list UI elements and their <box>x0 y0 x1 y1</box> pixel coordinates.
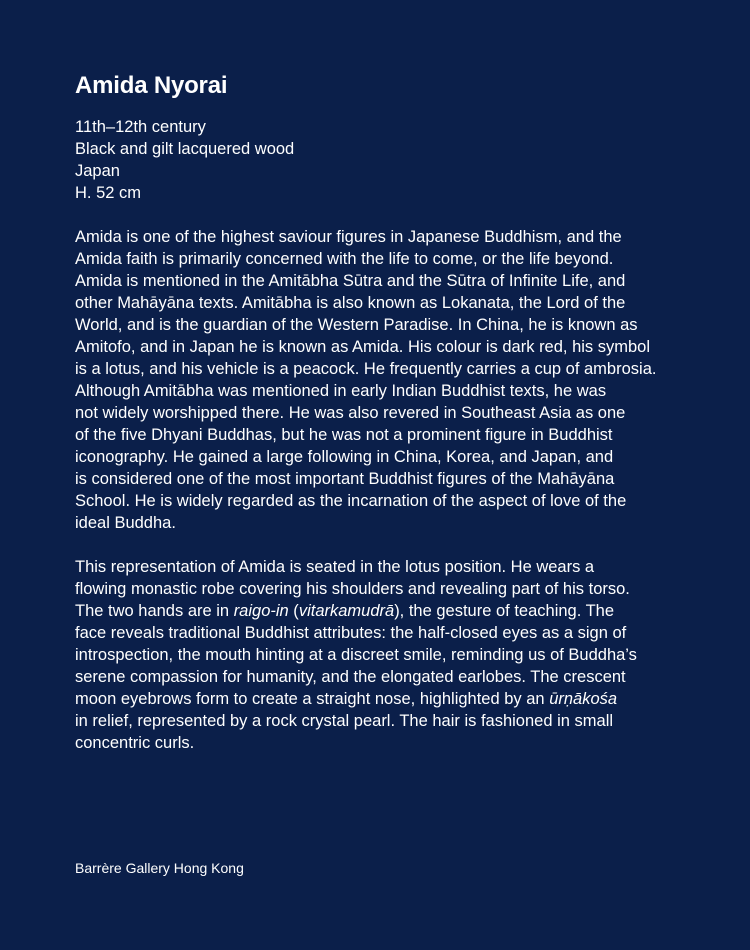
text-line: introspection, the mouth hinting at a discreet smile, reminding us of Buddha’s <box>75 646 637 664</box>
meta-dimensions: H. 52 cm <box>75 184 142 202</box>
text-line: This representation of Amida is seated in the lotus position. He wears a <box>75 558 595 576</box>
italic-term: ūrṇākośa <box>549 690 618 708</box>
gallery-credit: Barrère Gallery Hong Kong <box>75 860 244 876</box>
text-fragment: ( <box>288 602 299 620</box>
artwork-metadata <box>75 116 294 204</box>
text-line: ideal Buddha. <box>75 514 176 532</box>
text-line: concentric curls. <box>75 734 195 752</box>
text-line: School. He is widely regarded as the incarnation of the aspect of love of the <box>75 492 627 510</box>
text-line: serene compassion for humanity, and the elongated earlobes. The crescent <box>75 668 626 686</box>
text-line: flowing monastic robe covering his shoulders and revealing part of his torso. <box>75 580 630 598</box>
meta-origin: Japan <box>75 162 120 180</box>
description-paragraph-1 <box>75 226 695 534</box>
text-line: Amitofo, and in Japan he is known as Amida. His colour is dark red, his symbol <box>75 338 651 356</box>
text-line: World, and is the guardian of the Western Paradise. In China, he is known as <box>75 316 638 334</box>
text-line: Amida is mentioned in the Amitābha Sūtra and the Sūtra of Infinite Life, and <box>75 272 626 290</box>
text-line <box>75 600 695 622</box>
text-line: is considered one of the most important Buddhist figures of the Mahāyāna <box>75 470 615 488</box>
text-line: other Mahāyāna texts. Amitābha is also known as Lokanata, the Lord of the <box>75 294 626 312</box>
description-paragraph-2 <box>75 556 695 754</box>
page-title: Amida Nyorai <box>75 72 228 99</box>
italic-term: vitarkamudrā <box>298 602 395 620</box>
text-line: face reveals traditional Buddhist attributes: the half-closed eyes as a sign of <box>75 624 627 642</box>
text-line: is a lotus, and his vehicle is a peacock. He frequently carries a cup of ambrosia. <box>75 360 657 378</box>
text-fragment: The two hands are in <box>75 602 234 620</box>
text-line: not widely worshipped there. He was also revered in Southeast Asia as one <box>75 404 626 422</box>
text-line: Although Amitābha was mentioned in early Indian Buddhist texts, he was <box>75 382 607 400</box>
meta-date: 11th–12th century <box>75 118 206 136</box>
text-line: Amida faith is primarily concerned with the life to come, or the life beyond. <box>75 250 614 268</box>
text-line <box>75 688 695 710</box>
text-line: in relief, represented by a rock crystal pearl. The hair is fashioned in small <box>75 712 614 730</box>
text-line: iconography. He gained a large following in China, Korea, and Japan, and <box>75 448 614 466</box>
italic-term: raigo-in <box>233 602 289 620</box>
meta-material: Black and gilt lacquered wood <box>75 140 295 158</box>
text-fragment: ), the gesture of teaching. The <box>394 602 615 620</box>
text-fragment: moon eyebrows form to create a straight nose, highlighted by an <box>75 690 550 708</box>
text-line: Amida is one of the highest saviour figures in Japanese Buddhism, and the <box>75 228 622 246</box>
text-line: of the five Dhyani Buddhas, but he was not a prominent figure in Buddhist <box>75 426 613 444</box>
